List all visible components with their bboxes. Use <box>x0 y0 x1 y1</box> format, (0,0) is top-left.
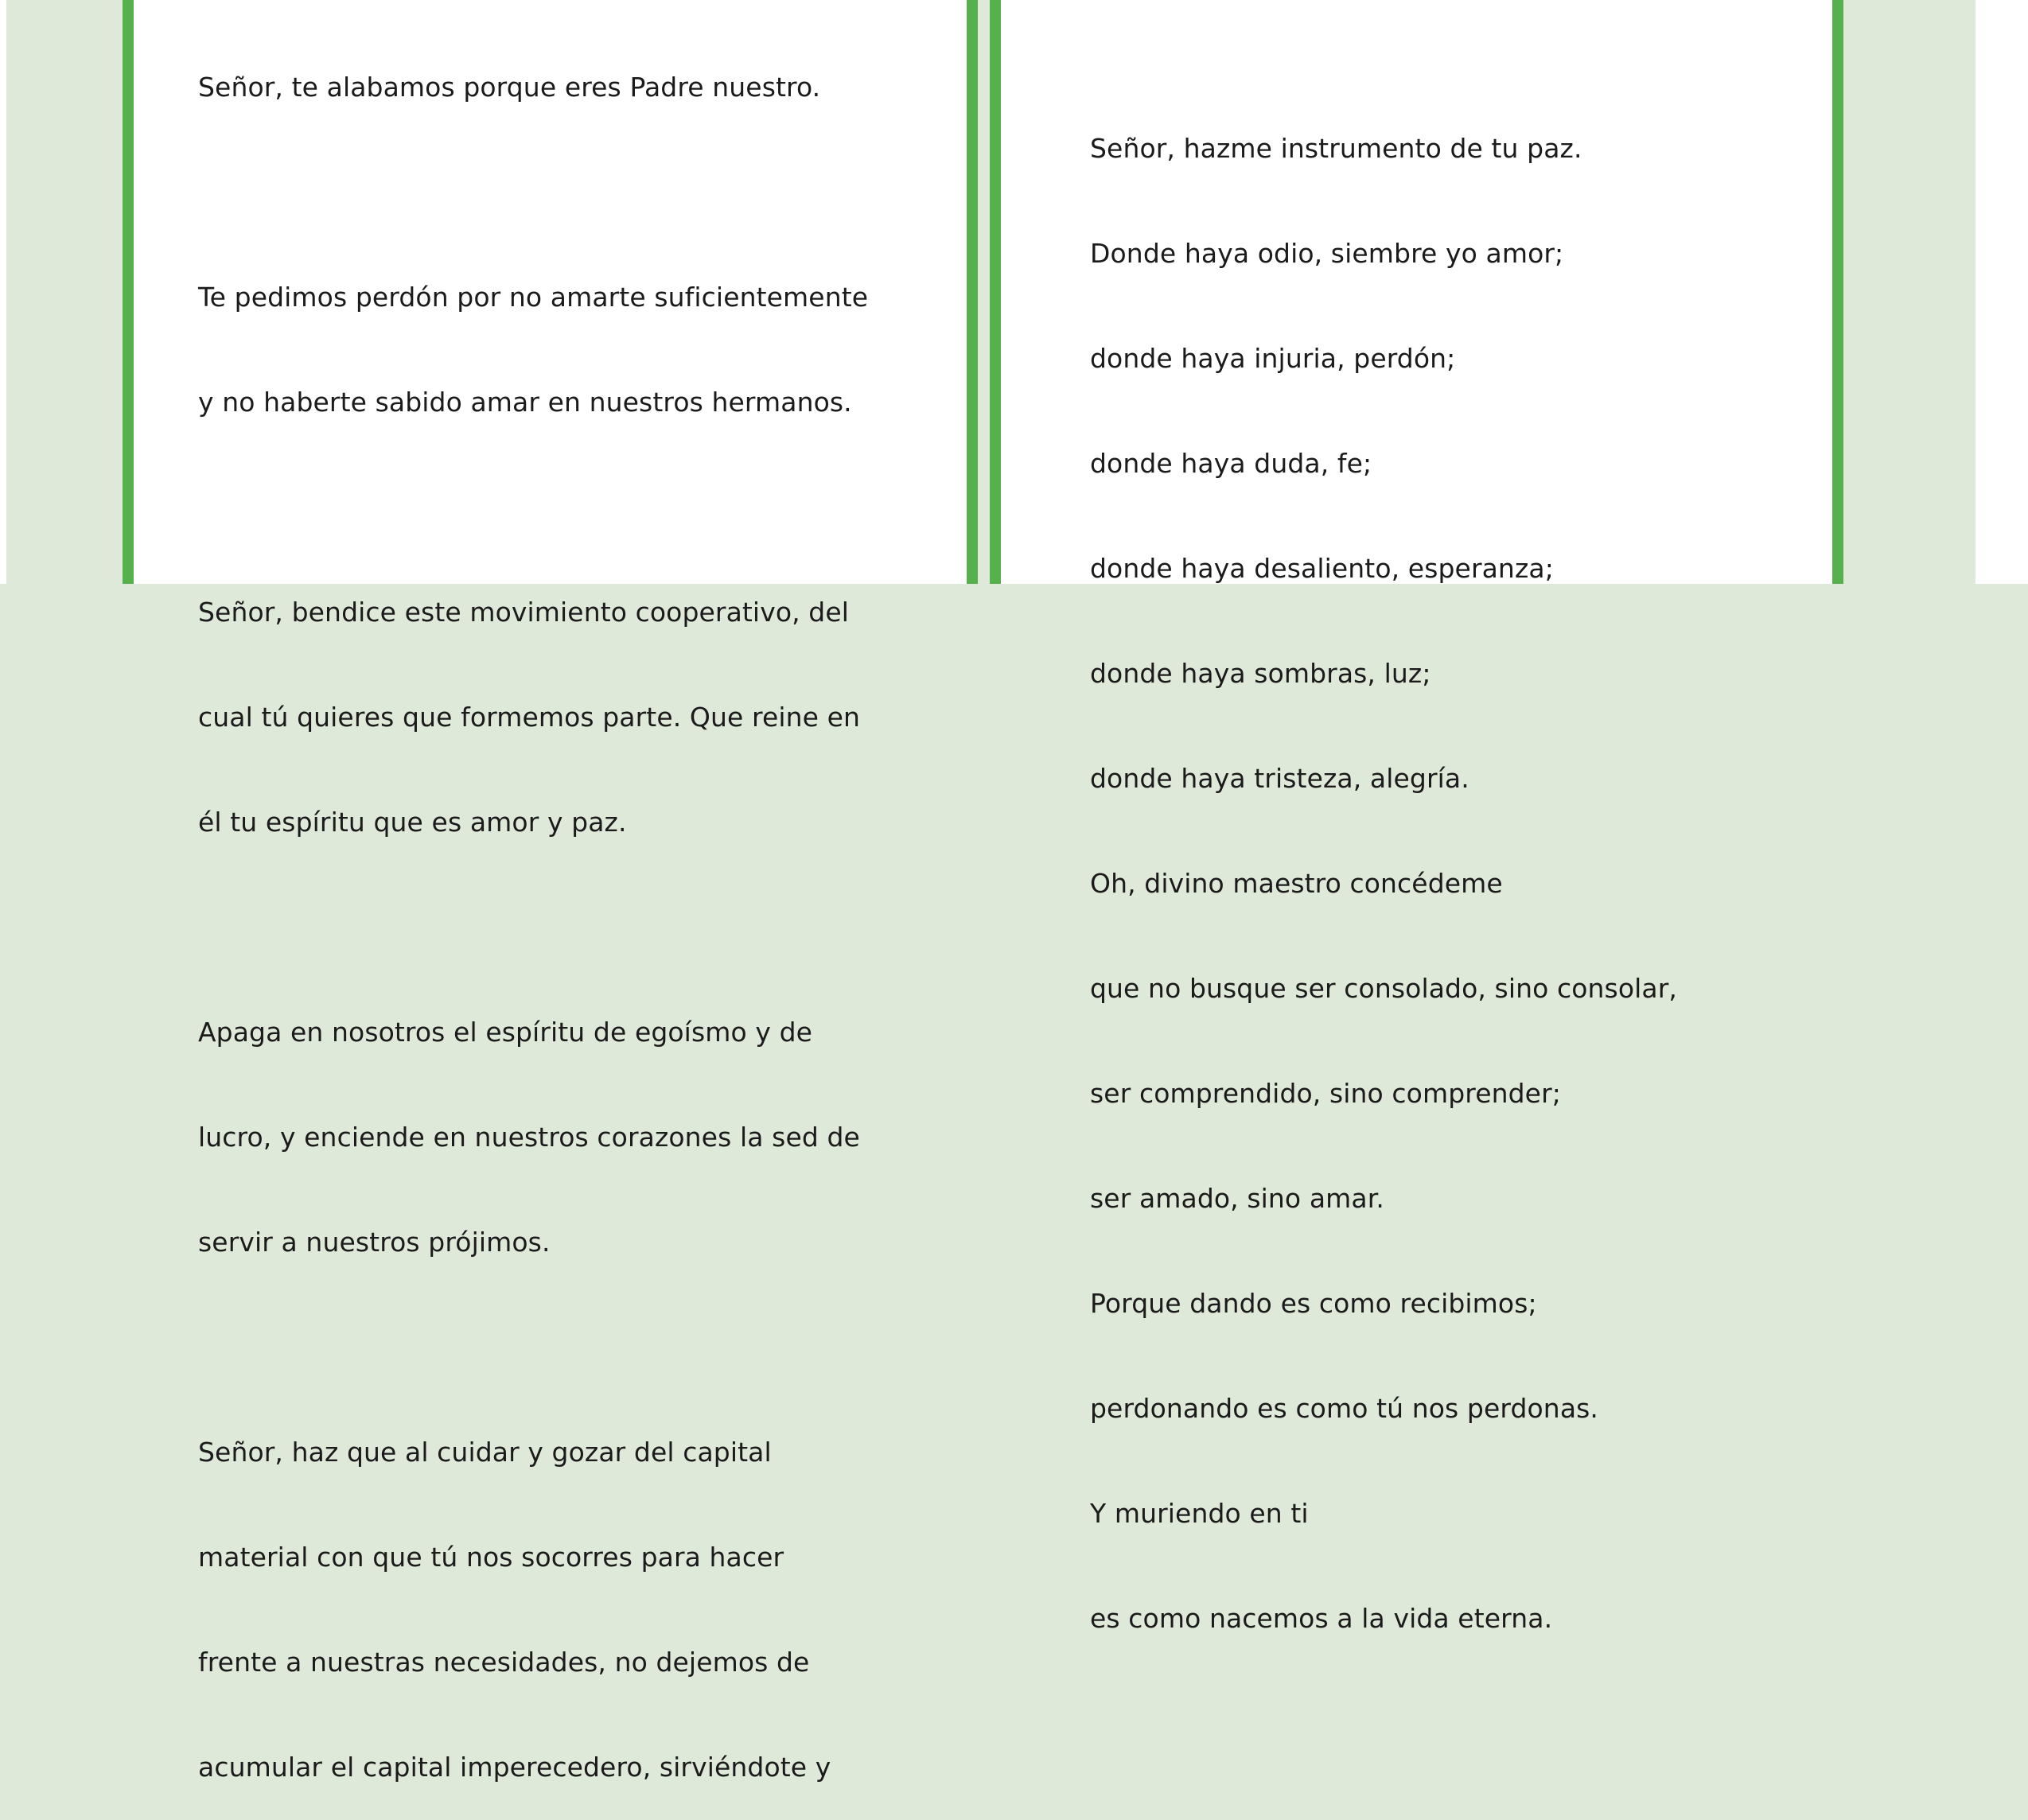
text-line: ser amado, sino amar. <box>1090 1183 1384 1214</box>
text-line: que no busque ser consolado, sino consolar, <box>1090 973 1677 1004</box>
text-line: Apaga en nosotros el espíritu de egoísmo y de <box>198 1017 813 1048</box>
text-line: Te pedimos perdón por no amarte suficientemente <box>198 282 869 313</box>
text-line: Señor, hazme instrumento de tu paz. <box>1090 133 1582 164</box>
text-line: Y muriendo en ti <box>1090 1498 1309 1529</box>
blank-line <box>198 490 868 525</box>
text-line: acumular el capital imperecedero, sirviéndote y <box>198 1752 831 1783</box>
blank-line <box>198 910 868 945</box>
text-line: Porque dando es como recibimos; <box>1090 1288 1537 1319</box>
text-line: donde haya tristeza, alegría. <box>1090 763 1469 794</box>
peace-prayer-text <box>1090 61 1677 1671</box>
text-line: donde haya injuria, perdón; <box>1090 343 1456 374</box>
text-line: cual tú quieres que formemos parte. Que reine en <box>198 702 861 733</box>
text-line: perdonando es como tú nos perdonas. <box>1090 1393 1599 1424</box>
text-line: Oh, divino maestro concédeme <box>1090 868 1503 899</box>
text-line: Señor, te alabamos porque eres Padre nuestro. <box>198 72 821 103</box>
blank-line <box>198 175 868 210</box>
left-margin-strip <box>0 0 6 584</box>
text-line: Donde haya odio, siembre yo amor; <box>1090 238 1564 269</box>
text-line: y no haberte sabido amar en nuestros hermanos. <box>198 387 852 418</box>
text-line: él tu espíritu que es amor y paz. <box>198 807 627 838</box>
text-line: Señor, bendice este movimiento cooperativo, del <box>198 597 850 628</box>
text-line: ser comprendido, sino comprender; <box>1090 1078 1561 1109</box>
text-line: Señor, haz que al cuidar y gozar del capital <box>198 1437 772 1468</box>
text-line: material con que tú nos socorres para hacer <box>198 1542 784 1573</box>
right-margin-strip <box>1975 0 2028 584</box>
blank-line <box>198 1330 868 1365</box>
text-line: donde haya desaliento, esperanza; <box>1090 553 1554 584</box>
text-line: servir a nuestros prójimos. <box>198 1227 551 1258</box>
text-line: es como nacemos a la vida eterna. <box>1090 1603 1553 1634</box>
cooperative-prayer-text <box>198 0 868 1820</box>
text-line: donde haya duda, fe; <box>1090 448 1372 479</box>
text-line: donde haya sombras, luz; <box>1090 658 1431 689</box>
text-line: lucro, y enciende en nuestros corazones la sed de <box>198 1122 860 1153</box>
text-line: frente a nuestras necesidades, no dejemos de <box>198 1647 810 1678</box>
